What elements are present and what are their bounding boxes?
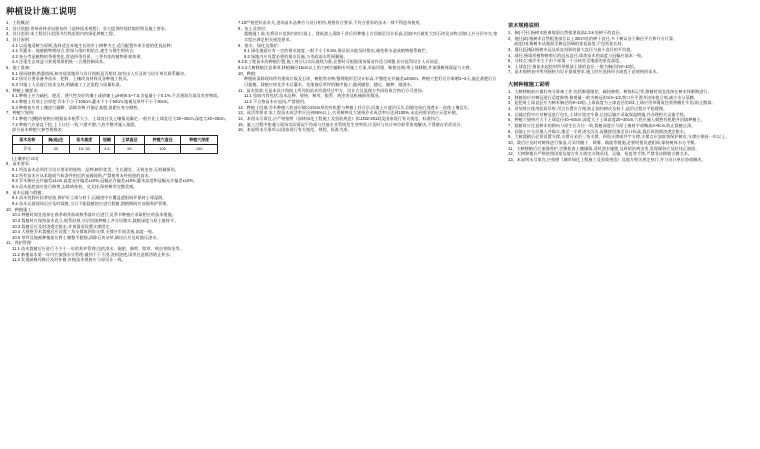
note-line: 8.3 乔木胸径允许偏差±1cm,高度允许偏差±10%,冠幅允许偏差±10%;灌木高度和冠幅允许偏差±10%。 <box>12 178 198 184</box>
note-line: 4.3 充分考虑植物的季相变化,营造四季有景、三季有花的植物景观效果; <box>12 53 142 59</box>
note-line: 4.4 注重生态效益与景观效果相统一,合理控制成本。 <box>12 59 108 65</box>
note-line: 9.2本工程苗木的种植位置,施工时应以实际放线为准,必要时可根据现场情况作适当调整,但应征得设计人员同意。 <box>238 59 443 65</box>
note-line: 9.2.2大树移植注意事项:移植胸径15cm以上的大树应编制专项施工方案,采取切根、断根处理,带土球移植,并加强树体保湿与支撑。 <box>238 65 474 71</box>
note-line: 6.3 种植前应对土壤进行翻耕、清除杂物,并施足基肥,基肥应充分腐熟。 <box>12 104 142 110</box>
note-line: 8.2 所有苗木应从本地或气候条件相近的苗圃选购,严禁使用未经检疫的苗木。 <box>12 172 153 178</box>
note-line: 11、苗木验收:凡是本设计图纸上所列的苗木均需经过甲方、设计方及监理方共同验收合格后方可进场。 <box>238 87 426 93</box>
table-cell: 4.5 <box>99 144 115 153</box>
note-line: 9.2 苗木运抵现场后应及时栽植,当日不能栽植的应进行假植,假植期间应加强养护管理。 <box>12 200 171 206</box>
page-title: 种植设计施工说明 <box>6 6 77 16</box>
note-line: 11.1 验收内容包括:苗木品种、规格、树形、根系、病虫害及机械损伤情况。 <box>244 93 383 99</box>
note-line: 8、灰土及垫层: <box>238 25 267 31</box>
note-line: 11、大树移植后应加强养护,定期检查土壤墒情,适时浇水施肥,及时防治病虫害,发现倾斜应及时扶正加固。 <box>508 145 700 151</box>
note-line: 5.1 现场踏勘,熟悉图纸,核对现状地形与设计图纸是否相符,如有出入应及时与设计单位联系解决。 <box>12 70 189 76</box>
note-line: 6、种植穴规格应大于土球直径40~60cm,深度大于土球高度20~30cm,穴底应施入腐熟有机肥并回填种植土。 <box>508 117 705 123</box>
table-cell: 15~30 <box>69 144 99 153</box>
note-line: 10.1 种植时间宜选择在春季萌芽前或秋季落叶后进行,反季节种植应采取相应的技术措施。 <box>12 212 176 218</box>
table-header-cell: 种植穴直径 <box>144 135 181 144</box>
note-line: 13、本说明未尽事宜,应按照《城市绿化工程施工及验收规范》及地方相关规定执行,并与设计单位协商解决。 <box>508 156 706 162</box>
note-line: 9.2 绿地内应设置必要的排水设施,与市政雨水管网顺接。 <box>244 53 348 59</box>
note-line: 4、设计原则: <box>6 36 31 42</box>
table-cell: 30 <box>42 144 69 153</box>
note-line: 8.1 所选苗木必须符合设计要求的规格、品种,树形优美、生长健壮、无病虫害,无机械损伤。 <box>12 167 179 173</box>
notes-list-big-tree <box>508 89 754 162</box>
note-line: 4.1 以适地适树为原则,选择适宜本地生长的乡土树种为主,适当配置外来引进的优良品种; <box>12 42 172 48</box>
table-header-cell: 冠幅 <box>99 135 115 144</box>
table-unit-note: (土壤单位:cm) <box>12 155 39 161</box>
note-line: 16、本说明未尽事项,以国家现行有关规范、规程、标准为准。 <box>238 127 352 133</box>
note-line: 9、大树栽植后必须设置支撑,支撑可采用三角支撑、四角支撑或井字支撑,支撑点应加软垫保护树皮,支撑应保持一年以上。 <box>508 134 730 140</box>
planting-pit-spec-table <box>12 135 218 154</box>
note-line: 3、设计范围:本工程设计范围为红线范围内的绿化种植工程。 <box>6 31 118 37</box>
table-row <box>13 144 218 153</box>
notes-list-left-continued <box>6 161 230 263</box>
column-left <box>6 20 230 263</box>
note-line: 1、工程概况: <box>6 20 31 25</box>
note-line: 11.1 苗木栽植后应进行不少于一年的养护管理,包括浇水、施肥、修剪、除草、病虫害防治等。 <box>12 246 184 252</box>
note-line: 种植前清除现场所有建筑垃圾及石块、树根等杂物,整理地形至设计标高,平整度允许偏差±20mm。种植穴挖好后应晾晒2~3天,施足基肥后方可栽植。栽植应按先乔木后灌木、先地被后草坪的顺序施工,做到随挖、随运、随种、随浇水。 <box>244 76 497 88</box>
note-line: 8.4 苗木起挖前应进行修剪,去除病枯枝、交叉枝,保持树形完整美观。 <box>12 184 138 190</box>
note-line: 6.1 种植土应为疏松、肥沃、透气性良好的壤土或砂壤土,pH值6.5~7.5,含盐量小于0.1%,不含建筑垃圾及有害物质。 <box>12 93 222 99</box>
note-line: 5、施工准备: <box>6 65 31 71</box>
note-line: 2、地径(d):指树木自然根茎部位以上30cm处的树干直径,多干树以各干胸径平方和开方计算。 <box>508 35 678 41</box>
notes-list-left <box>6 20 230 127</box>
table-cell: 乔木 <box>13 144 43 153</box>
notes-list-plant-spec <box>508 30 754 75</box>
note-line: 4、球径:指球形植物修剪后的冠丛直径,球类苗木的高度与冠幅应基本一致。 <box>508 52 646 58</box>
note-line: 5、运输过程中应对树冠进行包扎,土球应固定牢靠,长途运输应采取保湿措施,并办理相关运输手续。 <box>508 111 688 117</box>
note-line: 5、分枝点:指乔木主干由下部第一个分枝处至地面的垂直高度。 <box>508 58 624 64</box>
note-line: 13、成活率要求:本工程苗木成活率应达到95%以上,名贵树种及大规格乔木成活率应达到100%,未达到要求的应无偿补植。 <box>238 110 460 116</box>
note-line: 7、苗木规格表中所列规格为设计最低要求,施工时应选择符合或优于此规格的苗木。 <box>508 69 661 75</box>
table-body <box>13 144 218 153</box>
note-line: 2、移植前应对树冠进行适度修剪,修剪量一般为树冠的1/3~1/2,剪口应平滑并涂抹愈合剂,减少水分蒸腾。 <box>508 94 698 100</box>
three-column-layout <box>6 20 754 263</box>
note-line: 9.1 苗木装卸应轻拿轻放,保护好土球与枝干,运输途中应覆盖遮阳网并保持土球湿润。 <box>12 195 167 201</box>
note-line: 4、吊装时应使用软质吊带,吊点位置应合理,防止损伤树皮及枝干,起吊过程应平稳缓慢。 <box>508 106 668 112</box>
note-line: 9.1 绿化地面应有一定的排水坡度,一般不小于0.5%,保证雨水能及时排出,避免积水造成植物根系腐烂。 <box>244 48 430 54</box>
table-header-cell: 胸(地)径 <box>42 135 69 144</box>
table-header-row <box>13 135 218 144</box>
note-line: 10、栽后应及时对树体进行保湿,可采用缠干、喷雾、输液等措施,必要时搭设遮阳网,保持树体水分平衡。 <box>508 139 699 145</box>
table-header-cell: 种植穴深度 <box>181 135 218 144</box>
notes-list-middle <box>238 20 500 133</box>
table-cell: 100 <box>144 144 181 153</box>
note-line: 5.2 按设计要求备齐苗木、肥料、土壤改良材料及各种施工机具。 <box>12 76 131 82</box>
note-line: 6、土球直径:指苗木起挖时所带根部土球的直径,一般为胸径的8~10倍。 <box>508 63 639 69</box>
note-line: 1、胸(干)径:指树木距离地面自然根茎面高1.3米处树干的直径。 <box>508 30 624 35</box>
note-line: 3、蓬径(冠幅):指树木冠丛垂直投影的最大直径与最小直径的平均值。 <box>508 46 635 52</box>
note-line: 12、种植土回填:乔木种植穴底部应铺设20cm厚的有机肥与种植土拌合层,回填土应逐层压实,回填完成后浇透水一次使土壤沉实。 <box>238 104 472 110</box>
table-header-cell: 苗木高度 <box>69 135 99 144</box>
note-line: 1、大树移植前应做好充分准备工作,包括断根缩坨、疏枝修剪、树体标记等,移植时间宜选择在树木休眠期进行。 <box>508 89 712 95</box>
note-line: 6、种植土壤要求: <box>6 87 39 93</box>
note-line: 3、起挖时土球直径应为树木胸径的8~10倍,土球高度为土球直径的2/3,土球应用草绳或包装带捆扎牢固,防止散球。 <box>508 100 716 106</box>
note-line: 9、苗木运输与假植: <box>6 189 43 195</box>
note-line: 10.5 草坪及地被种植前应将土壤整平耙细,清除石块杂草,铺设后应及时镇压浇水。 <box>12 234 161 240</box>
note-line: 5.3 对施工人员进行技术交底,明确施工工艺流程与质量标准。 <box>12 82 124 88</box>
table-caption: 部分苗木种植穴参考规格表: <box>12 127 63 133</box>
note-line: 7、种植穴规格: <box>6 110 35 116</box>
table-header-cell: 苗木名称 <box>13 135 43 144</box>
column-right <box>508 20 754 263</box>
note-line: 6.2 种植土有效土层厚度:乔木不小于100cm,灌木不小于60cm,地被及草坪不小于30cm。 <box>12 98 172 104</box>
note-line: 11.3 发现缺株死株应及时补植,补植苗木规格应与原设计一致。 <box>12 257 126 263</box>
table-header-cell: 土球直径 <box>115 135 145 144</box>
note-line: 10.3 栽植后应及时浇透定根水,并视情况设置支撑固定。 <box>12 223 114 229</box>
note-line: 11、养护管理: <box>6 240 33 246</box>
note-line: 9、排水、绿化及维护: <box>238 42 279 48</box>
note-line: 11.2 不合格苗木应退场,严禁使用。 <box>244 98 309 104</box>
note-line: 10.2 栽植时应保持苗木直立,根系舒展,分层回填种植土并分层踏实,栽植深度与原土痕持平。 <box>12 217 179 223</box>
note-line: 8、苗木要求: <box>6 161 31 167</box>
note-line: 11.2 新植苗木第一年内应加强水分管理,做到不干不浇,浇则浇透,雨季注意排涝防止积水。 <box>12 251 174 257</box>
note-line: 高度(H):指树木从地面至树冠顶端的垂直高度,不包括徒长枝。 <box>514 41 626 47</box>
table-cell: 150 <box>181 144 218 153</box>
note-line: 4.2 乔灌木、地被植物相结合,常绿与落叶相结合,速生与慢生相结合; <box>12 48 135 54</box>
note-line: 8、回填土应分层填入并捣实,填至一半时浇水沉实,再继续回填至设计标高,栽后筑围堰浇透定根水。 <box>508 128 688 134</box>
note-line: 10.4 大规格乔木栽植后应设置三角支撑或四角支撑,支撑应牢固美观,高度一致。 <box>12 229 157 235</box>
note-line: 7、栽植时应注意树木的朝向与原生长方位一致,栽植深度应与原土痕持平或略高3~5cm,防止栽植过深。 <box>508 122 696 128</box>
note-line: 15、施工过程中如遇与现场实际情况不符或与其他专业管线发生冲突时,应及时与设计单位联系协商解决,不得擅自更改设计。 <box>238 121 465 127</box>
note-line: 2、设计依据:贵州省林业局颁布的《造林技术规程》、业主提供的现状地形图及施工要求。 <box>6 25 170 31</box>
table-cell: 90 <box>115 144 145 153</box>
column-middle <box>238 20 500 263</box>
section-title-big-tree: 大树种植施工说明 <box>508 82 550 89</box>
note-line: 10、种植: <box>238 70 257 76</box>
note-line: 12、大树移植应严格按照国家及地方有关规定办理采伐、运输、检疫等手续,严禁非法移植古树名木。 <box>508 151 693 157</box>
note-line: 栽植施工前,先将设计范围内的垃圾土、建筑渣土清除干净后用种植土方回填至设计标高,回填中应避免大块石块及杂物,回填土应分层夯实,密实度应满足相关规范要求。 <box>244 31 498 42</box>
section-title-plant-spec: 苗木规格说明 <box>508 23 540 29</box>
note-line: 7.1 种植穴(槽)的规格应根据苗木根系大小、土球直径及土壤情况确定,一般应比土球直径大30~40cm,深度大20~30cm。 <box>12 115 229 121</box>
note-line: 7.2 种植穴应垂直下挖,上下口径一致,穴壁平整,穴底平整并施入基肥。 <box>12 121 139 127</box>
note-line: 14、本图未尽事宜,应严格按照《园林绿化工程施工及验收规范》(CJJ82-2012)及国家现行有关规范、标准执行。 <box>238 115 444 121</box>
note-line: 10、种植施工: <box>6 206 33 212</box>
note-line: 7.10严格把好苗木关,进场苗木品种应与设计相符,规格符合要求,不符合要求的苗木一律不得进场使用。 <box>238 20 424 25</box>
